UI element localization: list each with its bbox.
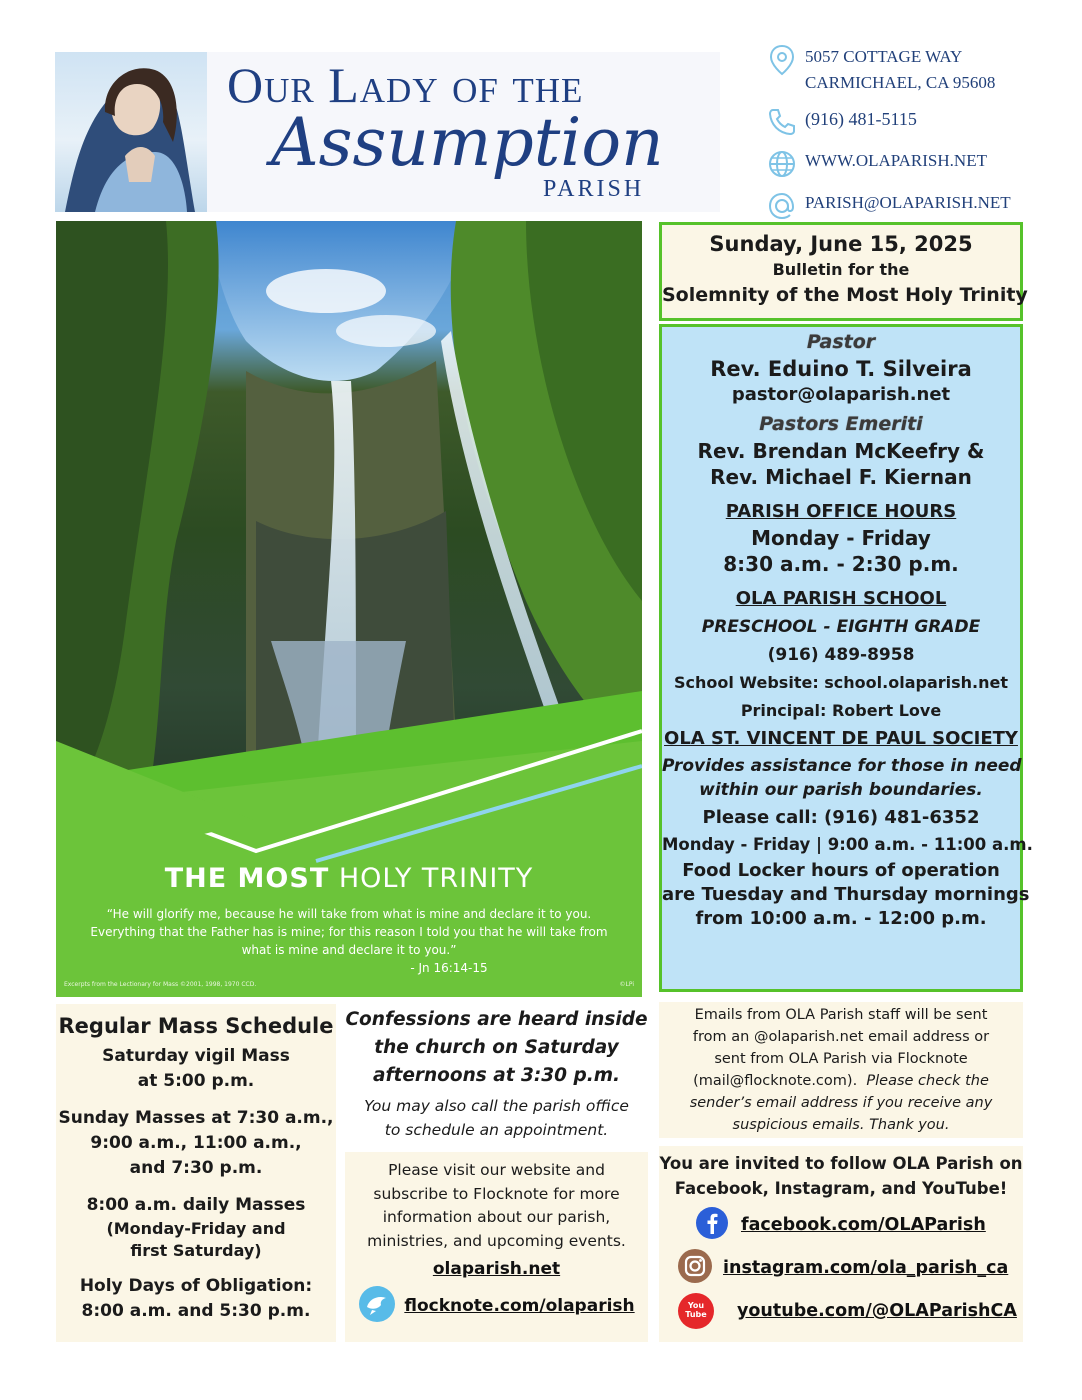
logo-title-line3: PARISH bbox=[543, 176, 645, 202]
svdp-hours: Monday - Friday | 9:00 a.m. - 11:00 a.m. bbox=[662, 835, 1033, 854]
cover-quote-reference: - Jn 16:14-15 bbox=[410, 961, 488, 975]
instagram-row bbox=[677, 1248, 1008, 1288]
cover-image bbox=[56, 221, 642, 997]
flocknote-icon bbox=[358, 1285, 396, 1327]
bulletin-date: Sunday, June 15, 2025 bbox=[709, 232, 973, 256]
facebook-row bbox=[695, 1206, 986, 1244]
cover-title-bold: THE MOST bbox=[164, 863, 330, 894]
daily-mass-line1: 8:00 a.m. daily Masses bbox=[86, 1195, 306, 1215]
sunday-mass-line2: 9:00 a.m., 11:00 a.m., bbox=[90, 1133, 302, 1153]
food-locker-line1: Food Locker hours of operation bbox=[682, 860, 1000, 881]
emails-line6 bbox=[659, 1114, 1023, 1136]
bulletin-date-box bbox=[659, 222, 1028, 321]
office-hours-heading: PARISH OFFICE HOURS bbox=[725, 501, 957, 522]
emails-line3: sent from OLA Parish via Flocknote bbox=[714, 1051, 968, 1067]
sunday-mass-line3: and 7:30 p.m. bbox=[129, 1158, 263, 1178]
emails-line4-a: (mail@flocknote.com). bbox=[693, 1073, 858, 1089]
saturday-mass-line2: at 5:00 p.m. bbox=[137, 1071, 255, 1091]
school-website[interactable]: School Website: school.olaparish.net bbox=[673, 673, 1009, 692]
emails-line5 bbox=[659, 1092, 1023, 1114]
food-locker-line2: are Tuesday and Thursday mornings bbox=[662, 884, 1030, 905]
confessions-sub2: to schedule an appointment. bbox=[384, 1121, 609, 1139]
emeriti-name-2: Rev. Michael F. Kiernan bbox=[710, 465, 972, 489]
emails-line4-b: Please check the bbox=[866, 1073, 989, 1089]
cover-publisher-mark: ©LPi bbox=[619, 981, 634, 988]
mass-schedule-box bbox=[56, 1004, 336, 1342]
emeriti-heading: Pastors Emeriti bbox=[759, 413, 923, 435]
holy-days-line2: 8:00 a.m. and 5:30 p.m. bbox=[81, 1301, 311, 1321]
pastor-name: Rev. Eduino T. Silveira bbox=[710, 357, 972, 381]
youtube-link[interactable]: youtube.com/@OLAParishCA bbox=[737, 1301, 1017, 1321]
logo-title-line2: Assumption bbox=[271, 104, 664, 181]
school-principal: Principal: Robert Love bbox=[740, 701, 942, 720]
emails-line2: from an @olaparish.net email address or bbox=[692, 1029, 990, 1045]
address-row bbox=[765, 44, 1065, 96]
confessions-notice bbox=[345, 1006, 648, 1142]
instagram-icon bbox=[677, 1248, 713, 1288]
staff-info-box bbox=[659, 324, 1033, 992]
flocknote-link[interactable]: flocknote.com/olaparish bbox=[404, 1296, 635, 1316]
phone-number[interactable]: (916) 481-5115 bbox=[805, 109, 917, 129]
holy-days-line1: Holy Days of Obligation: bbox=[79, 1276, 313, 1296]
daily-mass-line2: (Monday-Friday and bbox=[106, 1219, 286, 1238]
daily-mass-line3: first Saturday) bbox=[130, 1241, 262, 1260]
email-row bbox=[765, 190, 1065, 222]
social-intro-line1: You are invited to follow OLA Parish on bbox=[659, 1154, 1023, 1173]
globe-icon bbox=[765, 148, 799, 180]
social-intro-line2: Facebook, Instagram, and YouTube! bbox=[674, 1179, 1008, 1198]
office-hours: 8:30 a.m. - 2:30 p.m. bbox=[723, 552, 959, 576]
emails-line4 bbox=[659, 1070, 1023, 1092]
confessions-sub1: You may also call the parish office bbox=[364, 1097, 629, 1115]
visit-line1: Please visit our website and bbox=[388, 1161, 605, 1179]
youtube-icon bbox=[677, 1292, 715, 1330]
social-media-box bbox=[659, 1146, 1023, 1342]
location-pin-icon bbox=[765, 44, 799, 76]
bulletin-subtitle: Bulletin for the bbox=[772, 260, 910, 279]
svdp-phone: Please call: (916) 481-6352 bbox=[702, 807, 980, 828]
instagram-link[interactable]: instagram.com/ola_parish_ca bbox=[723, 1258, 1009, 1278]
visit-text bbox=[345, 1159, 648, 1253]
youtube-icon-label: You Tube bbox=[685, 1301, 707, 1319]
logo-title-line1: Our Lady of the bbox=[227, 57, 584, 113]
visit-line3: information about our parish, bbox=[382, 1208, 611, 1226]
confessions-line2: the church on Saturday bbox=[374, 1037, 619, 1058]
website-link[interactable]: WWW.OLAPARISH.NET bbox=[805, 151, 987, 170]
mass-schedule-title: Regular Mass Schedule bbox=[58, 1014, 334, 1038]
phone-row bbox=[765, 106, 1065, 138]
emails-line5-text: sender’s email address if you receive any bbox=[689, 1095, 993, 1111]
saturday-mass-line1: Saturday vigil Mass bbox=[102, 1046, 290, 1066]
address-line1: 5057 COTTAGE WAY bbox=[805, 47, 963, 66]
emails-line6-text: suspicious emails. Thank you. bbox=[732, 1117, 950, 1133]
svdp-heading: OLA ST. VINCENT DE PAUL SOCIETY bbox=[664, 728, 1018, 749]
website-row bbox=[765, 148, 1065, 180]
facebook-icon bbox=[695, 1206, 729, 1244]
youtube-row bbox=[677, 1292, 1017, 1330]
email-safety-notice bbox=[659, 1002, 1023, 1138]
cover-credit: Excerpts from the Lectionary for Mass ©2001, 1998, 1970 CCD. bbox=[64, 981, 257, 988]
school-heading: OLA PARISH SCHOOL bbox=[735, 588, 947, 609]
school-phone: (916) 489-8958 bbox=[767, 645, 915, 665]
social-intro bbox=[659, 1151, 1023, 1201]
contact-info bbox=[765, 44, 1065, 232]
cover-title-rest: HOLY TRINITY bbox=[338, 863, 534, 894]
pastor-email[interactable]: pastor@olaparish.net bbox=[731, 384, 951, 405]
feast-name: Solemnity of the Most Holy Trinity bbox=[662, 284, 1028, 306]
address-line2: CARMICHAEL, CA 95608 bbox=[805, 73, 996, 92]
phone-icon bbox=[765, 106, 799, 138]
food-locker-line3: from 10:00 a.m. - 12:00 p.m. bbox=[695, 908, 987, 929]
cover-quote bbox=[76, 905, 622, 977]
visit-line2: subscribe to Flocknote for more bbox=[373, 1184, 620, 1203]
office-days: Monday - Friday bbox=[751, 526, 931, 550]
virgin-mary-image bbox=[55, 52, 207, 212]
flocknote-row bbox=[345, 1285, 648, 1327]
parish-logo bbox=[55, 52, 720, 212]
pastor-heading: Pastor bbox=[806, 331, 876, 353]
confessions-line3: afternoons at 3:30 p.m. bbox=[372, 1065, 621, 1086]
facebook-link[interactable]: facebook.com/OLAParish bbox=[741, 1215, 986, 1235]
cover-quote-text: “He will glorify me, because he will take from what is mine and declare it to you. Everything that the Father has is mine; for this reason I told you that he will take from what is mine and declare it to you.” bbox=[90, 907, 608, 957]
emails-line1: Emails from OLA Parish staff will be sent bbox=[694, 1007, 988, 1023]
sunday-mass-line1: Sunday Masses at 7:30 a.m., bbox=[58, 1108, 334, 1128]
school-grades: PRESCHOOL - EIGHTH GRADE bbox=[701, 617, 981, 637]
confessions-line1: Confessions are heard inside bbox=[345, 1009, 648, 1030]
email-link[interactable]: PARISH@OLAPARISH.NET bbox=[805, 193, 1011, 212]
emeriti-name-1: Rev. Brendan McKeefry & bbox=[697, 439, 985, 463]
svdp-description-1: Provides assistance for those in need bbox=[662, 756, 1022, 776]
website-flocknote-box bbox=[345, 1152, 648, 1342]
visit-line4: ministries, and upcoming events. bbox=[367, 1231, 626, 1250]
svdp-description-2: within our parish boundaries. bbox=[699, 780, 983, 800]
at-sign-icon bbox=[765, 190, 799, 222]
cover-title bbox=[56, 863, 642, 894]
parish-website-link[interactable]: olaparish.net bbox=[432, 1259, 561, 1279]
